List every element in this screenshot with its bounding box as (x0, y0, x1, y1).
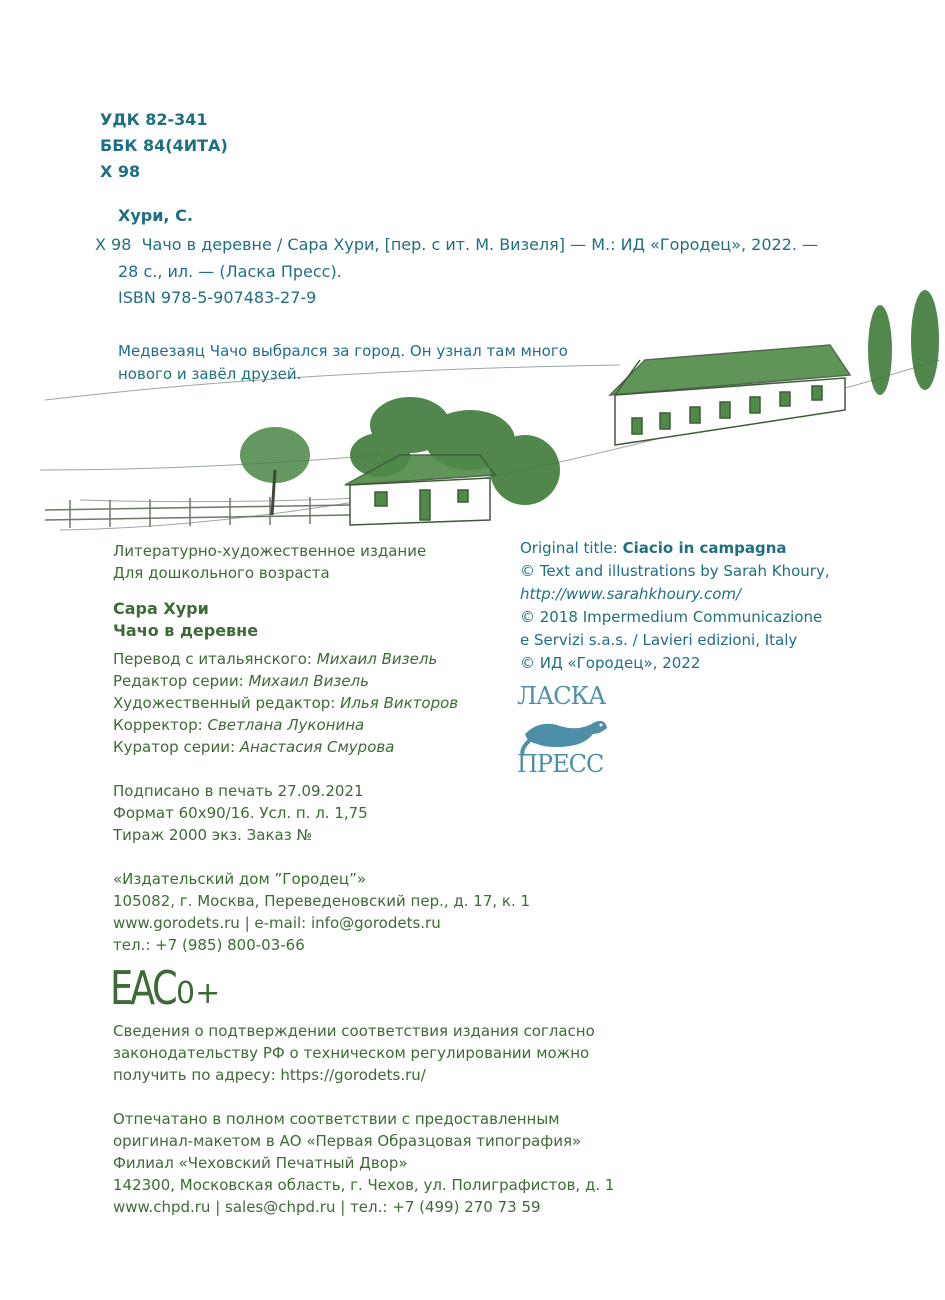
credit-proofreader (113, 714, 364, 737)
credit-name: Михаил Визель (316, 650, 438, 668)
copyright-line-1: © 2018 Impermedium Communicazione (520, 608, 823, 626)
original-title (520, 537, 787, 560)
author-mark: Х 98 (100, 162, 141, 181)
age-rating: 0+ (176, 976, 221, 1011)
printer-line-2: оригинал-макетом в АО «Первая Образцовая типография» (113, 1132, 582, 1150)
catalog-isbn: ISBN 978-5-907483-27-9 (118, 288, 317, 307)
laska-press-logo (515, 682, 615, 782)
credit-curator (113, 736, 394, 759)
catalog-line-1 (95, 232, 818, 258)
credit-name: Михаил Визель (248, 672, 369, 690)
conformity-line-1: Сведения о подтверждении соответствия издания согласно (113, 1022, 595, 1040)
copyright-line-3: © ИД «Городец», 2022 (520, 654, 701, 672)
credit-role: Художественный редактор: (113, 694, 336, 712)
original-title-label: Original title: (520, 539, 623, 557)
logo-bottom-text: ПРЕСС (517, 750, 604, 778)
credit-role: Куратор серии: (113, 738, 235, 756)
conformity-line-3: получить по адресу: https://gorodets.ru/ (113, 1066, 426, 1084)
credit-role: Корректор: (113, 716, 203, 734)
credit-role: Перевод с итальянского: (113, 650, 312, 668)
printer-line-1: Отпечатано в полном соответствии с предоставленным (113, 1110, 560, 1128)
print-format: Формат 60х90/16. Усл. п. л. 1,75 (113, 804, 368, 822)
printer-line-4: 142300, Московская область, г. Чехов, ул. Полиграфистов, д. 1 (113, 1176, 615, 1194)
print-signed: Подписано в печать 27.09.2021 (113, 782, 364, 800)
catalog-line-2: 28 с., ил. — (Ласка Пресс). (118, 262, 342, 281)
publisher-name: «Издательский дом ”Городец”» (113, 870, 367, 888)
annotation-line-1: Медвезаяц Чачо выбрался за город. Он узнал там много (118, 342, 568, 360)
credit-name: Анастасия Смурова (239, 738, 395, 756)
catalog-mark: Х 98 (95, 235, 132, 254)
printer-line-3: Филиал «Чеховский Печатный Двор» (113, 1154, 408, 1172)
edition-type: Литературно-художественное издание (113, 542, 427, 560)
print-run: Тираж 2000 экз. Заказ № (113, 826, 313, 844)
edition-age: Для дошкольного возраста (113, 564, 330, 582)
publisher-phone: тел.: +7 (985) 800-03-66 (113, 936, 305, 954)
eac-mark: ЕАС (110, 961, 175, 1015)
original-credit: © Text and illustrations by Sarah Khoury, (520, 562, 830, 580)
credit-role: Редактор серии: (113, 672, 244, 690)
publisher-address: 105082, г. Москва, Переведеновский пер., д. 17, к. 1 (113, 892, 531, 910)
credit-name: Светлана Луконина (207, 716, 365, 734)
credit-art-editor (113, 692, 458, 715)
book-author: Сара Хури (113, 599, 209, 618)
copyright-line-2: e Servizi s.a.s. / Lavieri edizioni, Italy (520, 631, 798, 649)
book-title: Чачо в деревне (113, 621, 259, 640)
credit-series-editor (113, 670, 369, 693)
publisher-web: www.gorodets.ru | e-mail: info@gorodets.ru (113, 914, 441, 932)
annotation-line-2: нового и завёл друзей. (118, 365, 302, 383)
catalog-author: Хури, С. (118, 206, 193, 225)
printer-line-5: www.chpd.ru | sales@chpd.ru | тел.: +7 (499) 270 73 59 (113, 1198, 541, 1216)
original-title-value: Ciacio in campagna (622, 539, 787, 557)
bbk-code: ББК 84(4ИТА) (100, 136, 228, 155)
udk-code: УДК 82-341 (100, 110, 208, 129)
author-website-link[interactable]: http://www.sarahkhoury.com/ (520, 585, 742, 603)
logo-top-text: ЛАСКА (517, 682, 606, 710)
conformity-line-2: законодательству РФ о техническом регулировании можно (113, 1044, 590, 1062)
credit-name: Илья Викторов (340, 694, 459, 712)
credit-translator (113, 648, 437, 671)
catalog-description: Чачо в деревне / Сара Хури, [пер. с ит. М. Визеля] — М.: ИД «Городец», 2022. — (141, 235, 819, 254)
